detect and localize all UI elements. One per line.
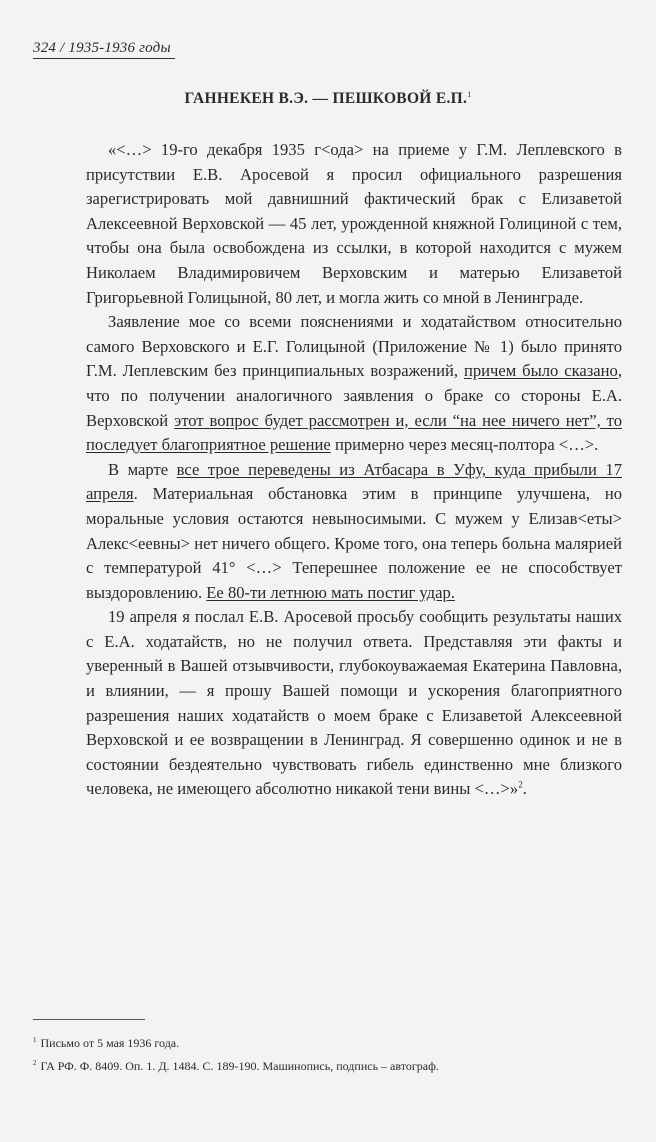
footnote-number: 2 [33,1059,37,1067]
footnote-number: 1 [33,1036,37,1044]
footnote-ref: 2 [518,779,523,790]
paragraph-2-text-c: примерно через месяц-полтора <…>. [330,435,599,455]
title-footnote-ref: 1 [467,90,472,99]
underlined-phrase: этот вопрос будет рассмотрен и, если “на нее ничего нет”, то последует благоприятное решение [86,410,622,455]
paragraph-1-text: «<…> 19-го декабря 1935 г<ода> на приеме у Г.М. Леплевского в присутствии Е.В. Аросевой я просил официального разрешения зарегистрировать мой давнишний фактический брак с Елизаветой Алексеевной Верховской — 45 лет, урожденной княжной Голициной с тем, чтобы она была освобождена из ссылки, в которой находится с мужем Николаем Владимировичем Верховским и матерью Елизаветой Григорьевной Голицыной, 80 лет, и могла жить со мной в Ленинграде. [86,140,622,307]
paragraph-3-text-b: . Материальная обстановка этим в принципе улучшена, но моральные условия остаются невыносимыми. С мужем у Елизав<еты> Алекс<еевны> нет ничего общего. Кроме того, она теперь больна малярией с температурой 41° <…> Теперешнее положение ее не способствует выздоровлению. [86,484,622,602]
letter-body [86,138,622,802]
footnote-divider [33,1019,145,1020]
document-title [0,90,656,108]
running-head: 324 / 1935-1936 годы [33,40,175,59]
paragraph-2-text-b: , что по получении аналогичного заявления о браке со стороны Е.А. Верховской [86,361,622,430]
footnote [33,1030,633,1053]
paragraph-3 [86,458,622,606]
footnote [33,1053,633,1076]
footnote-text: Письмо от 5 мая 1936 года. [40,1036,180,1050]
paragraph-2 [86,310,622,458]
paragraph-4-text: 19 апреля я послал Е.В. Аросевой просьбу сообщить результаты наших с Е.А. ходатайств, но не получил ответа. Представляя эти факты и уверенный в Вашей отзывчивости, глубокоуважаемая Екатерина Павловна, и влиянии, — я прошу Вашей помощи и ускорения благоприятного разрешения наших ходатайств о моем браке с Елизаветой Алексеевной Верховской и ее возвращении в Ленинград. Я совершенно одинок и не в состоянии бездеятельно чувствовать гибель единственно мне близкого человека, не имеющего абсолютно никакой тени вины <…>» [86,607,622,799]
paragraph-3-text-a: В марте [108,459,177,479]
paragraph-2-text-a: Заявление мое со всеми пояснениями и ходатайством относительно самого Верховского и Е.Г. Голицыной (Приложение № 1) было принято Г.М. Леплевским без принципиальных возражений, [86,312,622,381]
underlined-phrase: Ее 80-ти летнюю мать постиг удар. [206,582,455,602]
paragraph-1 [86,138,622,310]
footnotes [33,1030,633,1076]
underlined-phrase: причем было сказано [463,361,618,381]
paragraph-4: 19 апреля я послал Е.В. Аросевой просьбу сообщить результаты наших с Е.А. ходатайств, но не получил ответа. Представляя эти факты и уверенный в Вашей отзывчивости, глубокоуважаемая Екатерина Павловна, и влиянии, — я прошу Вашей помощи и ускорения благоприятного разрешения наших ходатайств о моем браке с Елизаветой Алексеевной Верховской и ее возвращении в Ленинград. Я совершенно одинок и не в состоянии бездеятельно чувствовать гибель единственно мне близкого человека, не имеющего абсолютно никакой тени вины <…>»$^2$. [86,607,622,799]
underlined-phrase: все трое переведены из Атбасара в Уфу, куда прибыли 17 апреля [86,459,622,504]
title-text: ГАННЕКЕН В.Э. — ПЕШКОВОЙ Е.П. [184,90,468,108]
footnote-text: ГА РФ. Ф. 8409. Оп. 1. Д. 1484. С. 189-190. Машинопись, подпись – автограф. [40,1059,439,1073]
